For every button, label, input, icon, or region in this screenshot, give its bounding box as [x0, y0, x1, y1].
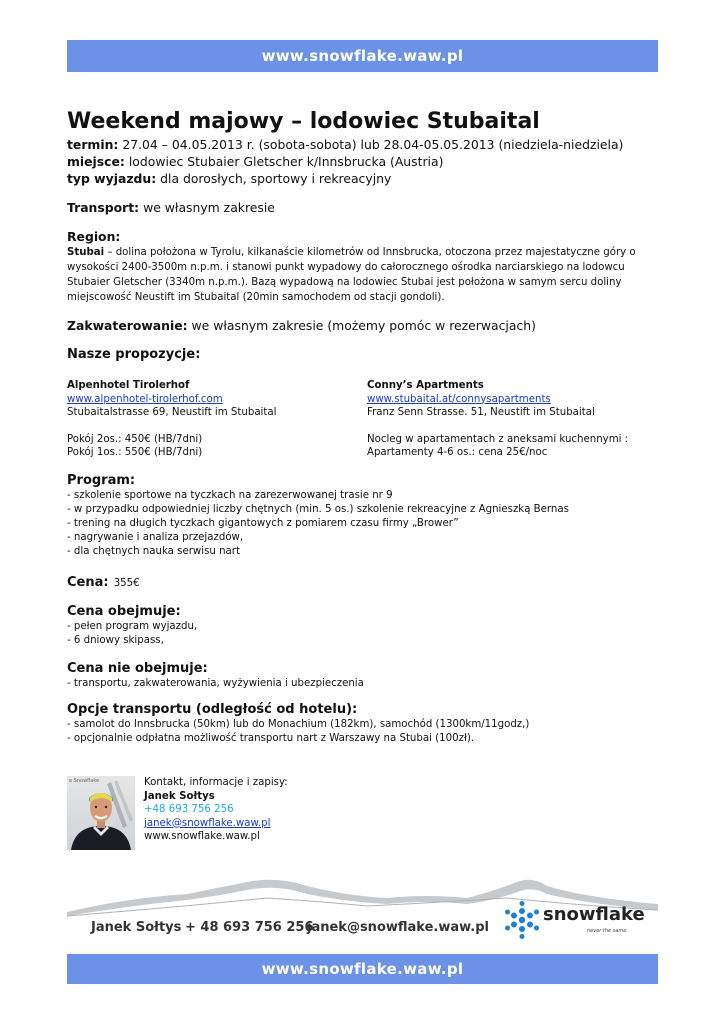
transport-options-heading: Opcje transportu (odległość od hotelu): — [67, 701, 358, 717]
program-heading: Program: — [67, 472, 136, 488]
photo-caption: e Snowflake — [69, 778, 100, 784]
contact-intro: Kontakt, informacje i zapisy: — [144, 777, 288, 788]
list-item: - w przypadku odpowiedniej liczby chętnych (min. 5 os.) szkolenie rekreacyjne z Agnieszką Bernas — [67, 503, 569, 515]
contact-block — [67, 776, 567, 852]
list-item: - pełen program wyjazdu, — [67, 620, 198, 632]
list-item: - opcjonalnie odpłatna możliwość transportu nart z Warszawy na Stubai (100zł). — [67, 732, 475, 744]
region-description: – dolina położona w Tyrolu, kilkanaście kilometrów od Innsbrucka, otoczona przez majestatyczne góry o wysokości 2400-3500m n.p.m. i stanowi punkt wypadowy do całorocznego ośrodka narciarskiego na lodowcu Stubaier Gletscher (3340m n.p.m.). Bazą wypadową na lodowiec Stubai jest położona w samym sercu doliny miejscowość Neustift im Stubaital (20min samochodem od stacji gondoli). — [67, 247, 636, 303]
miejsce-value: lodowiec Stubaier Gletscher k/Innsbrucka (Austria) — [128, 154, 444, 169]
offer-content — [67, 108, 667, 746]
hotel-price-line: Pokój 2os.: 450€ (HB/7dni) — [67, 433, 203, 445]
region-text — [67, 245, 667, 305]
termin-value: 27.04 – 04.05.2013 r. (sobota-sobota) lub 28.04-05.05.2013 (niedziela-niedziela) — [122, 137, 624, 152]
logo-tagline: never the same — [587, 928, 627, 934]
contact-text — [144, 776, 288, 844]
hotel-price-line: Pokój 1os.: 550€ (HB/7dni) — [67, 447, 203, 458]
region-label: Region: — [67, 229, 121, 244]
header-url-band — [67, 40, 658, 72]
contact-phone[interactable]: +48 693 756 256 — [144, 804, 234, 816]
list-item: - transportu, zakwaterowania, wyżywienia i ubezpieczenia — [67, 677, 364, 689]
region-lead: Stubai — [67, 247, 105, 258]
contact-name: Janek Sołtys — [144, 790, 215, 802]
typ-label: typ wyjazdu: — [67, 171, 157, 186]
list-item: - trening na długich tyczkach gigantowych z pomiarem czasu firmy „Brower” — [67, 517, 459, 529]
footer-phone: + 48 693 756 256 — [185, 920, 314, 935]
accommodation-value: we własnym zakresie (możemy pomóc w rezerwacjach) — [191, 318, 536, 333]
hotel-card — [67, 379, 367, 460]
list-item: - szkolenie sportowe na tyczkach na zarezerwowanej trasie nr 9 — [67, 489, 393, 501]
list-item: - dla chętnych nauka serwisu nart — [67, 545, 240, 557]
miejsce-label: miejsce: — [67, 154, 125, 169]
termin-line — [67, 136, 667, 153]
transport-label: Transport: — [67, 200, 140, 215]
logo-wordmark: snowflake — [543, 904, 645, 925]
snowflake-icon — [503, 900, 541, 940]
hotel-address: Franz Senn Strasse. 51, Neustift im Stubaital — [367, 407, 595, 418]
excludes-list — [67, 677, 667, 691]
person-illustration — [67, 776, 135, 850]
typ-line — [67, 170, 667, 187]
contact-site[interactable]: www.snowflake.waw.pl — [144, 831, 260, 843]
price-value: 355€ — [113, 577, 140, 589]
list-item: - samolot do Innsbrucka (50km) lub do Monachium (182km), samochód (1300km/11godz,) — [67, 718, 530, 730]
proposals-heading: Nasze propozycje: — [67, 347, 201, 362]
footer-name: Janek Sołtys — [91, 920, 182, 935]
miejsce-line — [67, 153, 667, 170]
price-line — [67, 571, 667, 591]
page-title: Weekend majowy – lodowiec Stubaital — [67, 109, 540, 134]
contact-email-link[interactable]: janek@snowflake.waw.pl — [144, 817, 271, 829]
snowflake-logo — [503, 900, 663, 944]
transport-line — [67, 199, 667, 216]
hotel-link[interactable]: www.stubaital.at/connysapartments — [367, 393, 551, 405]
hotel-address: Stubaitalstrasse 69, Neustift im Stubaital — [67, 407, 277, 418]
includes-list — [67, 620, 667, 648]
contact-photo — [67, 776, 135, 850]
footer-email: janek@snowflake.waw.pl — [307, 920, 489, 935]
price-label: Cena: — [67, 574, 109, 590]
excludes-heading: Cena nie obejmuje: — [67, 660, 208, 676]
header-url[interactable]: www.snowflake.waw.pl — [261, 47, 464, 65]
hotel-link[interactable]: www.alpenhotel-tirolerhof.com — [67, 393, 223, 405]
accommodation-line — [67, 317, 667, 334]
hotel-name: Alpenhotel Tirolerhof — [67, 380, 190, 391]
includes-heading: Cena obejmuje: — [67, 603, 181, 619]
typ-value: dla dorosłych, sportowy i rekreacyjny — [160, 171, 392, 186]
termin-label: termin: — [67, 137, 119, 152]
hotel-name: Conny’s Apartments — [367, 380, 484, 391]
hotel-columns — [67, 379, 667, 460]
transport-options-list — [67, 718, 667, 746]
hotel-card — [367, 379, 667, 460]
list-item: - 6 dniowy skipass, — [67, 634, 164, 646]
region-heading — [67, 228, 667, 245]
list-item: - nagrywanie i analiza przejazdów, — [67, 531, 244, 543]
footer-url-band — [67, 954, 658, 984]
hotel-price-line: Nocleg w apartamentach z aneksami kuchennymi : — [367, 433, 629, 445]
hotel-price-line: Apartamenty 4-6 os.: cena 25€/noc — [367, 447, 548, 458]
transport-value: we własnym zakresie — [143, 200, 275, 215]
program-list — [67, 489, 667, 559]
footer-url[interactable]: www.snowflake.waw.pl — [261, 960, 464, 978]
footer-banner — [67, 868, 658, 954]
accommodation-label: Zakwaterowanie: — [67, 318, 188, 333]
